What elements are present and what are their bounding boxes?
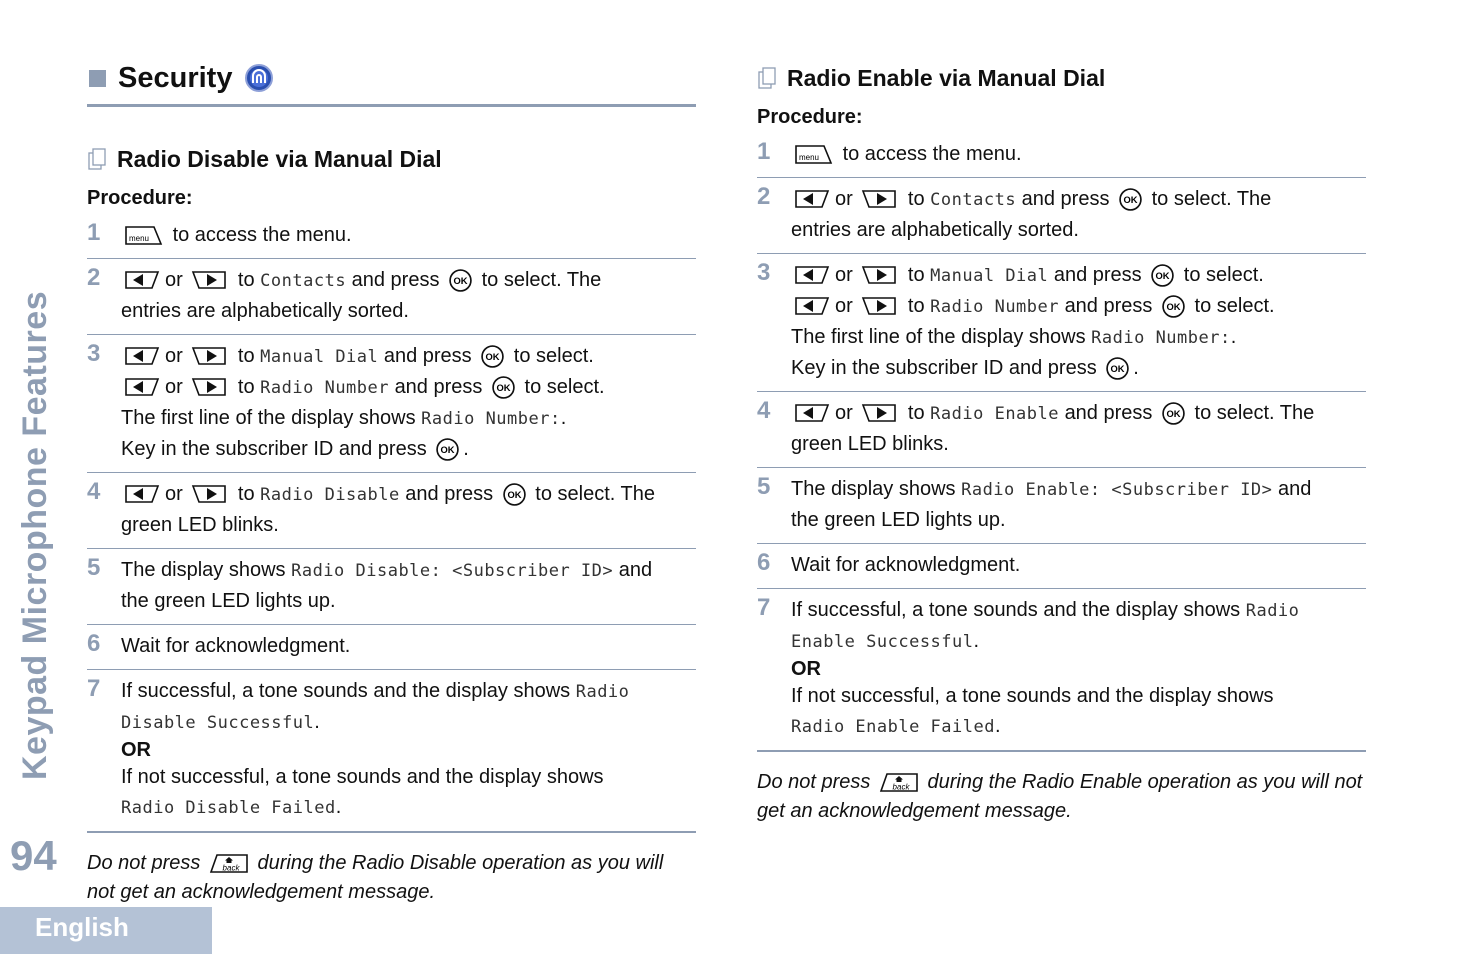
step-6 (757, 544, 1366, 589)
note-text: during the Radio Disable operation as you will not get an acknowledgement message. (87, 852, 664, 903)
right-arrow-key-icon (191, 270, 229, 291)
step-text: the green LED lights up. (121, 590, 336, 612)
to-text: to (907, 295, 925, 317)
left-arrow-key-icon (124, 270, 162, 291)
display-text: Radio Disable Successful (121, 682, 630, 733)
left-arrow-key-icon (124, 484, 162, 505)
right-arrow-key-icon (191, 377, 229, 398)
display-text: Radio Number (260, 378, 389, 398)
ok-key-icon (491, 375, 516, 400)
period-text: . (314, 711, 320, 733)
to-text: to (907, 188, 925, 210)
feature-icon (757, 66, 779, 90)
ok-key-icon (435, 437, 460, 462)
step-5 (87, 549, 696, 625)
display-text: Radio Enable Successful (791, 601, 1300, 652)
step-text: Wait for acknowledgment. (121, 635, 351, 657)
step-text: Wait for acknowledgment. (791, 554, 1021, 576)
step-number: 1 (757, 138, 771, 165)
menu-key-icon (794, 143, 834, 166)
square-bullet-icon (89, 70, 106, 87)
right-arrow-key-icon (191, 484, 229, 505)
procedure-label: Procedure: (87, 187, 193, 209)
note (87, 849, 696, 907)
display-text: Radio Disable: <Subscriber ID> (291, 561, 614, 581)
to-text: to (237, 376, 255, 398)
period-text: . (335, 796, 342, 818)
step-text: to access the menu. (842, 143, 1022, 165)
and-press-text: and press (1064, 402, 1153, 424)
to-text: to (237, 269, 255, 291)
display-text: Radio Disable (260, 485, 400, 505)
step-number: 6 (757, 549, 771, 576)
or-text: or (165, 483, 183, 505)
subsection-title: Radio Enable via Manual Dial (787, 64, 1106, 91)
step-4 (757, 392, 1366, 468)
step-7 (87, 670, 696, 833)
left-arrow-key-icon (794, 189, 832, 210)
language-label: English (35, 912, 129, 942)
step-text: the green LED lights up. (791, 509, 1006, 531)
to-select-text: to select. (1194, 295, 1275, 317)
period-text: . (1230, 326, 1237, 348)
step-4 (87, 473, 696, 549)
to-select-text: to select. (524, 376, 605, 398)
note (757, 768, 1366, 826)
ok-key-icon (502, 482, 527, 507)
to-select-text: to select. The (535, 483, 655, 505)
language-tab (0, 907, 212, 954)
display-text: Contacts (260, 271, 347, 291)
period-text: . (560, 407, 567, 429)
note-text: Do not press (757, 771, 871, 793)
display-text: Radio Enable (930, 404, 1059, 424)
step-2 (87, 259, 696, 335)
right-arrow-key-icon (861, 189, 899, 210)
step-1 (87, 216, 696, 259)
step-number: 7 (87, 675, 101, 702)
left-column (87, 58, 696, 907)
step-text: green LED blinks. (791, 433, 949, 455)
or-text: or (835, 188, 853, 210)
section-rule (87, 104, 696, 107)
step-number: 5 (87, 554, 101, 581)
step-number: 5 (757, 473, 771, 500)
or-text: or (835, 402, 853, 424)
ok-key-icon (1105, 356, 1130, 381)
step-text: to access the menu. (172, 224, 352, 246)
step-text: entries are alphabetically sorted. (121, 300, 409, 322)
and-press-text: and press (1021, 188, 1110, 210)
period-text: . (973, 630, 980, 652)
subsection-title: Radio Disable via Manual Dial (117, 145, 442, 172)
dongle-feature-icon (244, 63, 274, 93)
ok-key-icon (1150, 263, 1175, 288)
and-press-text: and press (383, 345, 472, 367)
page-number: 94 (10, 832, 57, 879)
step-text: If not successful, a tone sounds and the display shows (791, 685, 1274, 707)
step-number: 4 (757, 397, 771, 424)
side-tab: Keypad Microphone Features (16, 290, 54, 780)
step-text: The first line of the display shows (791, 326, 1086, 348)
to-text: to (237, 345, 255, 367)
step-text: If not successful, a tone sounds and the display shows (121, 766, 604, 788)
step-number: 6 (87, 630, 101, 657)
step-2 (757, 178, 1366, 254)
note-text: Do not press (87, 852, 201, 874)
to-select-text: to select. The (1151, 188, 1272, 210)
step-6 (87, 625, 696, 670)
right-arrow-key-icon (861, 265, 899, 286)
step-7 (757, 589, 1366, 752)
to-text: to (237, 483, 255, 505)
to-select-text: to select. The (1194, 402, 1315, 424)
step-1 (757, 135, 1366, 178)
display-text: Radio Number (930, 297, 1059, 317)
subsection-header (757, 63, 1366, 93)
step-text: The first line of the display shows (121, 407, 416, 429)
left-arrow-key-icon (124, 346, 162, 367)
right-column (757, 63, 1366, 826)
step-3 (757, 254, 1366, 392)
to-select-text: to select. The (481, 269, 602, 291)
step-text: Key in the subscriber ID and press (791, 357, 1097, 379)
section-title: Security (118, 61, 233, 94)
left-arrow-key-icon (794, 296, 832, 317)
procedure-label: Procedure: (757, 106, 863, 128)
right-arrow-key-icon (191, 346, 229, 367)
step-number: 3 (757, 259, 771, 286)
display-text: Radio Enable Failed (791, 717, 995, 737)
to-text: to (907, 402, 925, 424)
step-text: and (618, 559, 653, 581)
subsection-header (87, 144, 696, 174)
or-text: or (165, 269, 183, 291)
ok-key-icon (448, 268, 473, 293)
display-text: Radio Number: (1091, 328, 1231, 348)
left-arrow-key-icon (124, 377, 162, 398)
or-text: or (165, 376, 183, 398)
step-number: 1 (87, 219, 101, 246)
or-text: or (835, 295, 853, 317)
right-arrow-key-icon (861, 403, 899, 424)
display-text: Contacts (930, 190, 1017, 210)
note-text: during the Radio Enable operation as you will not get an acknowledgement message. (757, 771, 1363, 822)
to-select-text: to select. (513, 345, 594, 367)
step-5 (757, 468, 1366, 544)
display-text: Radio Disable Failed (121, 798, 336, 818)
display-text: Manual Dial (260, 347, 379, 367)
step-number: 4 (87, 478, 101, 505)
ok-key-icon (1118, 187, 1143, 212)
and-press-text: and press (1064, 295, 1153, 317)
feature-icon (87, 147, 109, 171)
step-number: 3 (87, 340, 101, 367)
step-text: entries are alphabetically sorted. (791, 219, 1079, 241)
display-text: Manual Dial (930, 266, 1049, 286)
to-text: to (907, 264, 925, 286)
step-number: 2 (87, 264, 101, 291)
left-arrow-key-icon (794, 403, 832, 424)
menu-key-icon (124, 224, 164, 247)
step-text: If successful, a tone sounds and the display shows (791, 599, 1241, 621)
period-text: . (463, 438, 469, 460)
step-text: The display shows (121, 559, 286, 581)
step-text: Key in the subscriber ID and press (121, 438, 427, 460)
and-press-text: and press (351, 269, 440, 291)
and-press-text: and press (1053, 264, 1142, 286)
ok-key-icon (1161, 294, 1186, 319)
ok-key-icon (480, 344, 505, 369)
step-number: 2 (757, 183, 771, 210)
step-text: green LED blinks. (121, 514, 279, 536)
ok-key-icon (1161, 401, 1186, 426)
step-text: and (1277, 478, 1312, 500)
period-text: . (1133, 357, 1139, 379)
back-home-key-icon (879, 771, 919, 794)
left-arrow-key-icon (794, 265, 832, 286)
back-home-key-icon (209, 852, 249, 875)
section-header (87, 58, 696, 98)
or-text: or (165, 345, 183, 367)
display-text: Radio Number: (421, 409, 561, 429)
period-text: . (994, 715, 1001, 737)
step-text: If successful, a tone sounds and the display shows (121, 680, 571, 702)
step-3 (87, 335, 696, 473)
or-label: OR (791, 658, 821, 680)
and-press-text: and press (405, 483, 494, 505)
step-number: 7 (757, 594, 771, 621)
or-label: OR (121, 739, 151, 761)
display-text: Radio Enable: <Subscriber ID> (961, 480, 1273, 500)
and-press-text: and press (394, 376, 483, 398)
step-text: The display shows (791, 478, 956, 500)
right-arrow-key-icon (861, 296, 899, 317)
to-select-text: to select. (1183, 264, 1264, 286)
or-text: or (835, 264, 853, 286)
